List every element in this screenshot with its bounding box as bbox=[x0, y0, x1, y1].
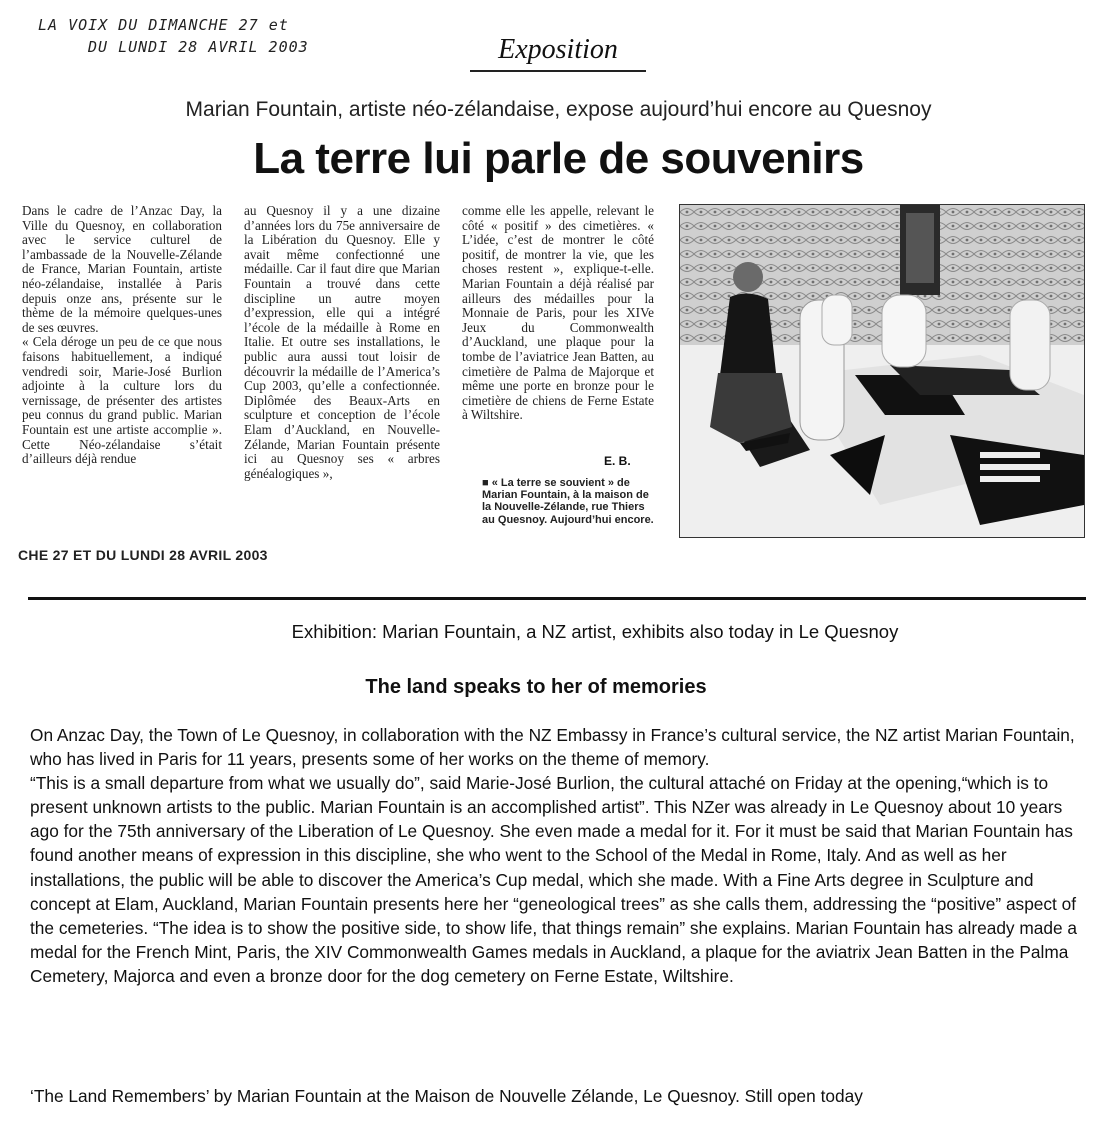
photo-caption: ■ « La terre se souvient » de Marian Fountain, à la maison de la Nouvelle-Zélande, rue Thiers au Quesnoy. Aujourd’hui encore. bbox=[482, 477, 654, 526]
translation-paragraph-2: “This is a small departure from what we usually do”, said Marie-José Burlion, the cultural attaché on Friday at the opening,“which is to present unknown artists to the public. Marian Fountain is an accomplished artist”. This NZer was already in Le Quesnoy about 10 years ago for the 75th anniversary of the Liberation of Le Quesnoy. She even made a medal for it. For it must be said that Marian Fountain has found another means of expression in this discipline, she who went to the School of the Medal in Rome, Italy. And as well as her installations, the public will be able to discover the America’s Cup medal, which she made. With a Fine Arts degree in Sculpture and concept at Elam, Auckland, Marian Fountain presents here her “geneological trees” as she calls them, addressing the “positive” aspect of the cemeteries. “The idea is to show the positive side, to show life, that things remain” she explains. Marian Fountain has already made a medal for the French Mint, Paris, the XIV Commonwealth Games medals in Auckland, a plaque for the aviatrix Jean Batten in the Palma Cemetery, Majorca and even a bronze door for the dog cemetery on Ferne Estate, Wiltshire. bbox=[30, 773, 1078, 986]
article-column-3: comme elle les appelle, relevant le côté « positif » des cimetières. « L’idée, c’est de montrer le côté positif, de montrer la vie, que les choses restent », explique-t-elle. Marian Fountain a déjà réalisé par ailleurs des médailles pour la Monnaie de Paris, pour les XIVe Jeux du Commonwealth d’Auckland, une plaque pour la tombe de l’aviatrice Jean Batten, au cimetière de Palma de Majorque et même une porte en bronze pour le cimetière de chiens de Ferne Estate à Wiltshire. bbox=[462, 203, 654, 423]
article-column-1: Dans le cadre de l’Anzac Day, la Ville du Quesnoy, en collaboration avec le service culturel de l’ambassade de la Nouvelle-Zélande de France, Marian Fountain, artiste néo-zélandaise, installée à Paris depuis onze ans, présente sur le thème de la mémoire quelques-unes de ses œuvres. « Cela déroge un peu de ce que nous faisons habituellement, a indiqué vendredi soir, Marie-José Burlion adjointe à la culture lors du vernissage, de présenter des artistes peu connus du grand public. Marian Fountain est une artiste accomplie ». Cette Néo-zélandaise s’était d’ailleurs déjà rendue bbox=[22, 203, 222, 467]
handwritten-date-note: DU LUNDI 28 AVRIL 2003 bbox=[88, 38, 309, 56]
translation-credit: ‘The Land Remembers’ by Marian Fountain at the Maison de Nouvelle Zélande, Le Quesnoy. Still open today bbox=[30, 1086, 863, 1106]
newspaper-dateline: CHE 27 ET DU LUNDI 28 AVRIL 2003 bbox=[18, 547, 268, 563]
handwritten-source-note: LA VOIX DU DIMANCHE 27 et bbox=[38, 16, 289, 34]
translation-headline: The land speaks to her of memories bbox=[365, 676, 707, 698]
translation-subtitle: Exhibition: Marian Fountain, a NZ artist, exhibits also today in Le Quesnoy bbox=[291, 621, 899, 642]
separator-rule bbox=[28, 597, 1086, 600]
exhibition-photo-drawing bbox=[680, 205, 1084, 537]
article-headline: La terre lui parle de souvenirs bbox=[253, 134, 864, 183]
article-column-2: au Quesnoy il y a une dizaine d’années lors du 75e anniversaire de la Libération du Quesnoy. Elle y avait même confectionné une médaille. Car il faut dire que Marian Fountain a trouvé dans cette discipline un autre moyen d’expression, elle qui a intégré l’école de la médaille à Rome en Italie. Et outre ses installations, le public aura aussi tout loisir de découvrir la médaille de l’America’s Cup 2003, qu’elle a confectionnée. Diplômée des Beaux-Arts en sculpture et conception de l’école Elam d’Auckland, en Nouvelle-Zélande, Marian Fountain présente ici au Quesnoy ses « arbres généalogiques », bbox=[244, 203, 440, 481]
author-signature: E. B. bbox=[604, 454, 631, 468]
section-header: Exposition bbox=[470, 30, 646, 72]
article-subtitle: Marian Fountain, artiste néo-zélandaise, expose aujourd’hui encore au Quesnoy bbox=[185, 98, 932, 121]
exhibition-photo bbox=[679, 204, 1085, 538]
translation-paragraph-1: On Anzac Day, the Town of Le Quesnoy, in collaboration with the NZ Embassy in France’s cultural service, the NZ artist Marian Fountain, who has lived in Paris for 11 years, presents some of her works on the theme of memory. bbox=[30, 725, 1075, 770]
translation-body bbox=[30, 723, 1092, 988]
